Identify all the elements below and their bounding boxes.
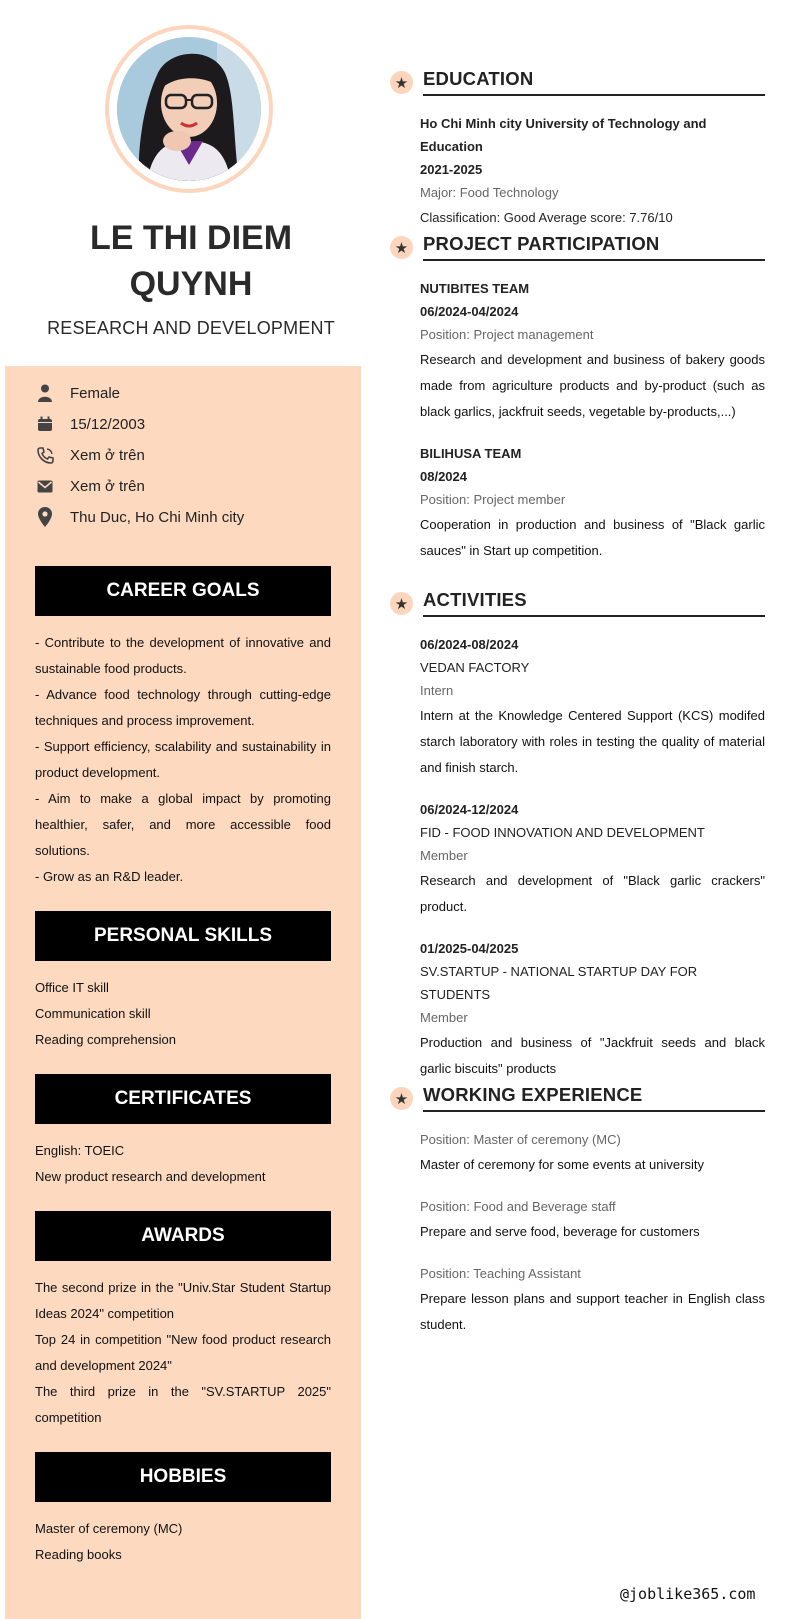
work-item [420, 1262, 765, 1338]
activity-description: Research and development of "Black garlic crackers" product. [420, 873, 765, 914]
project-position: Position: Project management [420, 327, 594, 342]
list-item: - Grow as an R&D leader. [35, 869, 184, 884]
project-date: 06/2024-04/2024 [420, 304, 519, 319]
list-item: Top 24 in competition "New food product research and development 2024" [35, 1332, 331, 1373]
work-item [420, 1128, 765, 1178]
list-item: Office IT skill [35, 980, 109, 995]
project-team: BILIHUSA TEAM [420, 446, 522, 461]
work-description: Master of ceremony for some events at university [420, 1157, 704, 1172]
list-item: The third prize in the "SV.STARTUP 2025" competition [35, 1384, 331, 1425]
avatar [117, 37, 261, 181]
list-item: Reading comprehension [35, 1032, 176, 1047]
activity-role: Intern [420, 683, 454, 698]
candidate-name [0, 215, 382, 307]
name-line-2: QUYNH [129, 265, 253, 303]
list-item: New product research and development [35, 1169, 266, 1184]
activity-date: 01/2025-04/2025 [420, 941, 519, 956]
info-birthdate-text: 15/12/2003 [70, 415, 146, 433]
list-item: Master of ceremony (MC) [35, 1521, 183, 1536]
info-gender [35, 380, 120, 406]
education-major: Major: Food Technology [420, 185, 559, 200]
info-email [35, 473, 145, 499]
info-email-text: Xem ở trên [70, 477, 145, 495]
awards-heading: AWARDS [35, 1211, 331, 1261]
education-classification: Classification: Good Average score: 7.76/10 [420, 210, 673, 225]
watermark-footer: @joblike365.com [620, 1585, 756, 1603]
education-section [420, 112, 765, 231]
activity-item [420, 633, 765, 781]
profile-photo [117, 37, 261, 181]
work-position: Position: Master of ceremony (MC) [420, 1132, 621, 1147]
activity-org: SV.STARTUP - NATIONAL STARTUP DAY FOR STUDENTS [420, 964, 698, 1002]
activity-item [420, 798, 765, 920]
certificates-heading: CERTIFICATES [35, 1074, 331, 1124]
activity-description: Production and business of "Jackfruit seeds and black garlic biscuits" products [420, 1035, 765, 1076]
certificates-list [35, 1138, 331, 1190]
work-description: Prepare lesson plans and support teacher in English class student. [420, 1291, 765, 1332]
list-item: Reading books [35, 1547, 122, 1562]
activity-org: FID - FOOD INNOVATION AND DEVELOPMENT [420, 825, 705, 840]
project-item [420, 277, 765, 425]
project-item [420, 442, 765, 564]
work-position: Position: Food and Beverage staff [420, 1199, 616, 1214]
person-icon [35, 382, 55, 404]
activity-item [420, 937, 765, 1082]
info-address [35, 504, 244, 530]
work-description: Prepare and serve food, beverage for customers [420, 1224, 700, 1239]
list-item: - Aim to make a global impact by promoting healthier, safer, and more accessible food solutions. [35, 791, 331, 858]
school-name: Ho Chi Minh city University of Technology and Education [420, 116, 707, 154]
list-item: - Contribute to the development of innovative and sustainable food products. [35, 635, 331, 676]
activity-role: Member [420, 1010, 468, 1025]
project-position: Position: Project member [420, 492, 566, 507]
career-goals-heading: CAREER GOALS [35, 566, 331, 616]
project-description: Cooperation in production and business of "Black garlic sauces" in Start up competition. [420, 517, 765, 558]
personal-skills-list [35, 975, 331, 1053]
activity-role: Member [420, 848, 468, 863]
star-icon: ★ [390, 236, 413, 259]
activity-org: VEDAN FACTORY [420, 660, 530, 675]
project-description: Research and development and business of bakery goods made from agriculture products and by-product (such as black garlics, jackfruit seeds, vegetable by-products,...) [420, 352, 765, 419]
projects-heading: PROJECT PARTICIPATION [423, 233, 765, 261]
info-phone-text: Xem ở trên [70, 446, 145, 464]
star-icon: ★ [390, 592, 413, 615]
project-date: 08/2024 [420, 469, 467, 484]
left-column [0, 0, 360, 1619]
list-item: - Advance food technology through cutting-edge techniques and process improvement. [35, 687, 331, 728]
list-item: The second prize in the "Univ.Star Student Startup Ideas 2024" competition [35, 1280, 331, 1321]
activity-description: Intern at the Knowledge Centered Support (KCS) modifed starch laboratory with roles in testing the quality of material and finish starch. [420, 708, 765, 775]
star-icon: ★ [390, 1087, 413, 1110]
list-item: English: TOEIC [35, 1143, 125, 1158]
name-line-1: LE THI DIEM [89, 219, 293, 257]
education-heading: EDUCATION [423, 68, 765, 96]
list-item: Communication skill [35, 1006, 151, 1021]
info-phone [35, 442, 145, 468]
work-position: Position: Teaching Assistant [420, 1266, 581, 1281]
star-icon: ★ [390, 71, 413, 94]
hobbies-heading: HOBBIES [35, 1452, 331, 1502]
school-years: 2021-2025 [420, 162, 483, 177]
calendar-icon [35, 413, 55, 435]
phone-icon [35, 444, 55, 466]
list-item: - Support efficiency, scalability and sustainability in product development. [35, 739, 331, 780]
activity-date: 06/2024-12/2024 [420, 802, 519, 817]
info-gender-text: Female [70, 384, 121, 402]
project-team: NUTIBITES TEAM [420, 281, 530, 296]
info-birthdate [35, 411, 145, 437]
hobbies-list [35, 1516, 331, 1568]
personal-skills-heading: PERSONAL SKILLS [35, 911, 331, 961]
awards-list [35, 1275, 331, 1431]
info-address-text: Thu Duc, Ho Chi Minh city [70, 508, 245, 526]
activity-date: 06/2024-08/2024 [420, 637, 519, 652]
work-item [420, 1195, 765, 1245]
job-title: RESEARCH AND DEVELOPMENT [47, 318, 335, 338]
activities-heading: ACTIVITIES [423, 589, 765, 617]
avatar-frame [105, 25, 273, 193]
career-goals-list [35, 630, 331, 890]
work-heading: WORKING EXPERIENCE [423, 1084, 765, 1112]
location-pin-icon [35, 506, 55, 528]
envelope-icon [35, 475, 55, 497]
